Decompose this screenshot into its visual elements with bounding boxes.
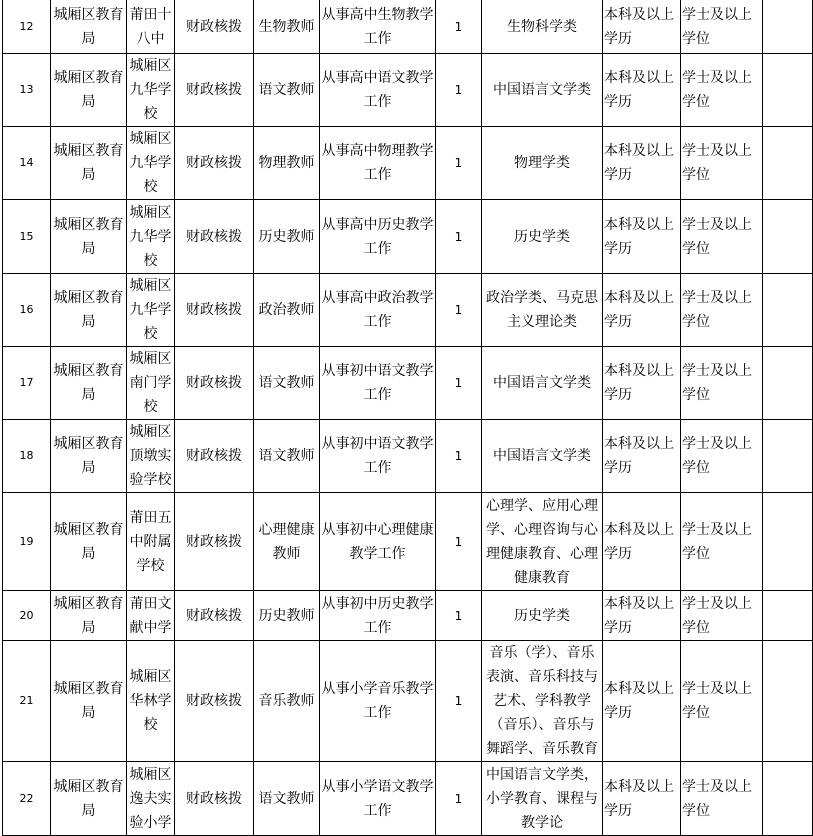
cell-degree: 学士及以上学位 [681, 0, 763, 54]
cell-count: 1 [436, 420, 482, 493]
cell-duty: 从事高中生物教学工作 [320, 0, 436, 54]
cell-department: 城厢区教育局 [51, 200, 127, 274]
cell-major: 生物科学类 [482, 0, 603, 54]
cell-blank [763, 127, 813, 200]
cell-count: 1 [436, 493, 482, 591]
table-row [3, 127, 813, 200]
cell-count: 1 [436, 54, 482, 127]
cell-education: 本科及以上学历 [603, 200, 681, 274]
cell-department: 城厢区教育局 [51, 641, 127, 762]
cell-count: 1 [436, 641, 482, 762]
table-row [3, 54, 813, 127]
cell-major: 中国语言文学类 [482, 420, 603, 493]
cell-position: 历史教师 [254, 200, 320, 274]
cell-department: 城厢区教育局 [51, 347, 127, 420]
cell-department: 城厢区教育局 [51, 762, 127, 836]
cell-degree: 学士及以上学位 [681, 274, 763, 347]
cell-count: 1 [436, 274, 482, 347]
cell-funding: 财政核拨 [175, 127, 254, 200]
cell-education: 本科及以上学历 [603, 420, 681, 493]
cell-no: 20 [3, 591, 51, 641]
cell-degree: 学士及以上学位 [681, 493, 763, 591]
cell-school: 城厢区逸夫实验小学 [127, 762, 175, 836]
cell-duty: 从事初中历史教学工作 [320, 591, 436, 641]
cell-no: 14 [3, 127, 51, 200]
cell-school: 城厢区顶墩实验学校 [127, 420, 175, 493]
recruitment-table [2, 0, 813, 836]
cell-department: 城厢区教育局 [51, 274, 127, 347]
cell-duty: 从事小学语文教学工作 [320, 762, 436, 836]
cell-no: 13 [3, 54, 51, 127]
cell-position: 生物教师 [254, 0, 320, 54]
cell-blank [763, 200, 813, 274]
cell-funding: 财政核拨 [175, 762, 254, 836]
cell-major: 物理学类 [482, 127, 603, 200]
cell-education: 本科及以上学历 [603, 0, 681, 54]
cell-department: 城厢区教育局 [51, 0, 127, 54]
cell-major: 中国语言文学类，小学教育、课程与教学论 [482, 762, 603, 836]
cell-no: 18 [3, 420, 51, 493]
cell-school: 城厢区华林学校 [127, 641, 175, 762]
cell-school: 莆田文献中学 [127, 591, 175, 641]
cell-duty: 从事高中历史教学工作 [320, 200, 436, 274]
cell-degree: 学士及以上学位 [681, 347, 763, 420]
cell-funding: 财政核拨 [175, 420, 254, 493]
cell-funding: 财政核拨 [175, 200, 254, 274]
cell-degree: 学士及以上学位 [681, 127, 763, 200]
cell-major: 心理学、应用心理学、心理咨询与心理健康教育、心理健康教育 [482, 493, 603, 591]
cell-position: 语文教师 [254, 347, 320, 420]
cell-major: 中国语言文学类 [482, 347, 603, 420]
cell-education: 本科及以上学历 [603, 591, 681, 641]
cell-duty: 从事高中政治教学工作 [320, 274, 436, 347]
cell-school: 城厢区九华学校 [127, 54, 175, 127]
cell-degree: 学士及以上学位 [681, 762, 763, 836]
cell-school: 莆田五中附属学校 [127, 493, 175, 591]
table-row [3, 420, 813, 493]
cell-duty: 从事初中语文教学工作 [320, 347, 436, 420]
cell-position: 语文教师 [254, 420, 320, 493]
cell-funding: 财政核拨 [175, 0, 254, 54]
table-row [3, 274, 813, 347]
cell-department: 城厢区教育局 [51, 54, 127, 127]
cell-education: 本科及以上学历 [603, 493, 681, 591]
cell-funding: 财政核拨 [175, 54, 254, 127]
cell-degree: 学士及以上学位 [681, 591, 763, 641]
table-row [3, 762, 813, 836]
cell-no: 19 [3, 493, 51, 591]
cell-education: 本科及以上学历 [603, 127, 681, 200]
cell-duty: 从事高中语文教学工作 [320, 54, 436, 127]
cell-no: 22 [3, 762, 51, 836]
cell-school: 城厢区九华学校 [127, 127, 175, 200]
cell-school: 城厢区南门学校 [127, 347, 175, 420]
cell-funding: 财政核拨 [175, 591, 254, 641]
cell-education: 本科及以上学历 [603, 347, 681, 420]
cell-major: 中国语言文学类 [482, 54, 603, 127]
cell-degree: 学士及以上学位 [681, 641, 763, 762]
cell-funding: 财政核拨 [175, 274, 254, 347]
cell-duty: 从事初中心理健康教学工作 [320, 493, 436, 591]
cell-no: 16 [3, 274, 51, 347]
cell-count: 1 [436, 127, 482, 200]
cell-count: 1 [436, 762, 482, 836]
table-row [3, 0, 813, 54]
cell-blank [763, 493, 813, 591]
cell-duty: 从事小学音乐教学工作 [320, 641, 436, 762]
cell-degree: 学士及以上学位 [681, 200, 763, 274]
cell-position: 音乐教师 [254, 641, 320, 762]
cell-no: 17 [3, 347, 51, 420]
cell-blank [763, 591, 813, 641]
cell-count: 1 [436, 591, 482, 641]
cell-blank [763, 274, 813, 347]
cell-position: 政治教师 [254, 274, 320, 347]
cell-major: 音乐（学）、音乐表演、音乐科技与艺术、学科教学（音乐）、音乐与舞蹈学、音乐教育 [482, 641, 603, 762]
cell-education: 本科及以上学历 [603, 54, 681, 127]
table-row [3, 493, 813, 591]
cell-duty: 从事高中物理教学工作 [320, 127, 436, 200]
cell-department: 城厢区教育局 [51, 591, 127, 641]
cell-school: 莆田十八中 [127, 0, 175, 54]
cell-education: 本科及以上学历 [603, 762, 681, 836]
cell-school: 城厢区九华学校 [127, 274, 175, 347]
cell-major: 历史学类 [482, 591, 603, 641]
table-row [3, 347, 813, 420]
cell-school: 城厢区九华学校 [127, 200, 175, 274]
cell-blank [763, 0, 813, 54]
cell-blank [763, 347, 813, 420]
cell-degree: 学士及以上学位 [681, 54, 763, 127]
cell-funding: 财政核拨 [175, 493, 254, 591]
cell-position: 历史教师 [254, 591, 320, 641]
cell-department: 城厢区教育局 [51, 493, 127, 591]
cell-department: 城厢区教育局 [51, 420, 127, 493]
cell-count: 1 [436, 0, 482, 54]
cell-education: 本科及以上学历 [603, 274, 681, 347]
cell-no: 15 [3, 200, 51, 274]
cell-education: 本科及以上学历 [603, 641, 681, 762]
cell-funding: 财政核拨 [175, 347, 254, 420]
cell-major: 政治学类、马克思主义理论类 [482, 274, 603, 347]
cell-position: 心理健康教师 [254, 493, 320, 591]
cell-major: 历史学类 [482, 200, 603, 274]
cell-blank [763, 641, 813, 762]
cell-position: 语文教师 [254, 54, 320, 127]
cell-blank [763, 762, 813, 836]
cell-position: 物理教师 [254, 127, 320, 200]
cell-funding: 财政核拨 [175, 641, 254, 762]
cell-blank [763, 54, 813, 127]
cell-no: 21 [3, 641, 51, 762]
table-row [3, 641, 813, 762]
table-row [3, 591, 813, 641]
cell-count: 1 [436, 200, 482, 274]
cell-degree: 学士及以上学位 [681, 420, 763, 493]
cell-duty: 从事初中语文教学工作 [320, 420, 436, 493]
table-row [3, 200, 813, 274]
cell-blank [763, 420, 813, 493]
cell-no: 12 [3, 0, 51, 54]
cell-position: 语文教师 [254, 762, 320, 836]
cell-department: 城厢区教育局 [51, 127, 127, 200]
cell-count: 1 [436, 347, 482, 420]
